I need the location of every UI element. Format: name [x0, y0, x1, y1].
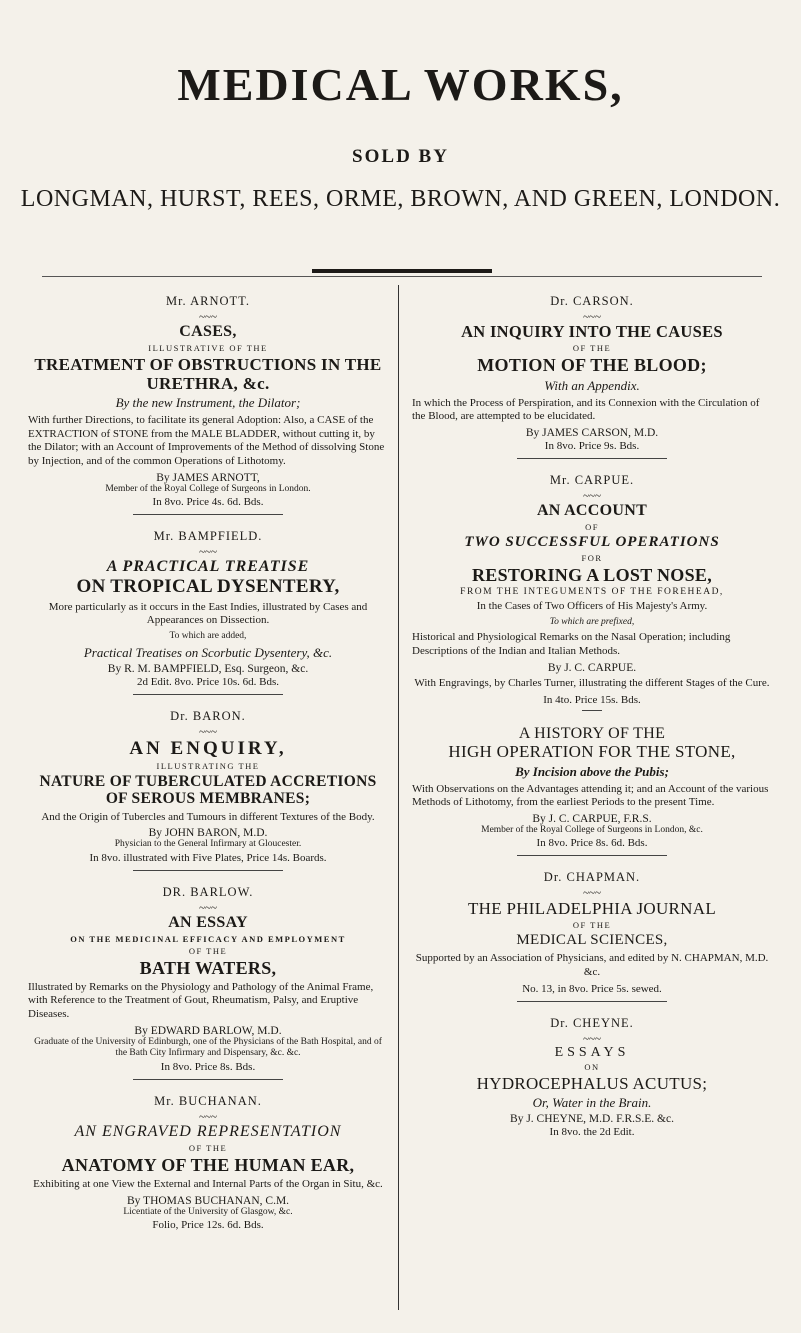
- entry-price: In 8vo. Price 4s. 6d. Bds.: [152, 496, 264, 509]
- entry-credentials: Member of the Royal College of Surgeons in London, &c.: [481, 825, 703, 836]
- entry-description: With Engravings, by Charles Turner, illustrating the different Stages of the Cure.: [414, 676, 770, 689]
- entry-title-line: THE PHILADELPHIA JOURNAL: [467, 899, 717, 919]
- entry-note: To which are added,: [169, 631, 247, 642]
- section-rule: [133, 514, 283, 515]
- entry-byline: By JAMES ARNOTT,: [156, 471, 260, 484]
- section-rule: [133, 1079, 283, 1080]
- entry-title-line: AN INQUIRY INTO THE CAUSES: [461, 322, 723, 341]
- entry-title-line: AN ACCOUNT: [536, 502, 648, 520]
- entry-title-line: FROM THE INTEGUMENTS OF THE FOREHEAD,: [460, 587, 724, 598]
- entry-description: Supported by an Association of Physicians, and edited by N. CHAPMAN, M.D. &c.: [415, 952, 769, 978]
- entry-subtitle: By the new Instrument, the Dilator;: [115, 394, 301, 410]
- entry-credentials: Member of the Royal College of Surgeons in London.: [105, 483, 311, 494]
- entry-title-line: BATH WATERS,: [139, 957, 277, 978]
- entry-author: Dr. CHEYNE.: [550, 1015, 634, 1030]
- sold-by-label: SOLD BY: [352, 146, 449, 167]
- entry-title-line: ON: [584, 1062, 600, 1073]
- entry-baron: [28, 709, 388, 871]
- ornament-icon: ~~~: [199, 311, 217, 323]
- right-column: [412, 294, 772, 1152]
- entry-byline: By JAMES CARSON, M.D.: [525, 427, 659, 440]
- entry-title-line: OF THE: [572, 920, 612, 931]
- entry-author: Dr. BARON.: [170, 708, 246, 723]
- entry-barlow: [28, 885, 388, 1080]
- entry-title-line: AN ENQUIRY,: [129, 737, 287, 759]
- entry-price: In 8vo. Price 9s. Bds.: [544, 440, 640, 453]
- entry-price: 2d Edit. 8vo. Price 10s. 6d. Bds.: [136, 675, 280, 688]
- entry-title-line: FOR: [581, 553, 603, 564]
- entry-title-line: RESTORING A LOST NOSE,: [471, 565, 713, 586]
- entry-description: Historical and Physiological Remarks on the Nasal Operation; including Descriptions of the Indian and Italian Methods.: [412, 631, 731, 658]
- entry-byline: By THOMAS BUCHANAN, C.M.: [126, 1194, 290, 1207]
- thick-rule: [312, 269, 492, 273]
- entry-author: Mr. BUCHANAN.: [154, 1093, 262, 1108]
- section-rule: [517, 1001, 667, 1002]
- entry-byline: By J. C. CARPUE.: [547, 661, 637, 674]
- entry-description: In the Cases of Two Officers of His Majesty's Army.: [476, 600, 708, 613]
- entry-byline: By JOHN BARON, M.D.: [148, 827, 268, 840]
- entry-author: Dr. CHAPMAN.: [543, 870, 641, 885]
- entry-title-line: A HISTORY OF THE: [518, 724, 666, 742]
- entry-author: Mr. CARPUE.: [549, 473, 635, 488]
- entry-title-line: AN ENGRAVED REPRESENTATION: [74, 1122, 342, 1140]
- entry-carson: [412, 294, 772, 459]
- entry-description: More particularly as it occurs in the East Indies, illustrated by Cases and Appearances on Dissection.: [48, 600, 368, 627]
- entry-description: In which the Process of Perspiration, and its Connexion with the Circulation of the Blood, are attempted to be elucidated.: [412, 396, 760, 423]
- entry-author: Mr. ARNOTT.: [165, 294, 251, 308]
- entry-carpue-stone: [412, 725, 772, 857]
- entry-chapman: [412, 870, 772, 1001]
- entry-subtitle: Or, Water in the Brain.: [532, 1095, 652, 1111]
- section-rule: [517, 458, 667, 459]
- entry-byline: By R. M. BAMPFIELD, Esq. Surgeon, &c.: [107, 662, 309, 675]
- entry-title-line: CASES,: [179, 323, 237, 340]
- column-divider: [398, 285, 399, 1310]
- entry-description: With further Directions, to facilitate its general Adoption: Also, a CASE of the EXTRACTION of STONE from the MALE BLADDER, without cutting it, by the Dilator; with an Account of Improvements of the Method of dissolving Stone by Injection, and of the common Operations of Lithotomy.: [28, 413, 385, 468]
- entry-price: In 8vo. Price 8s. 6d. Bds.: [536, 837, 648, 850]
- section-dash: [582, 710, 602, 711]
- ornament-icon: ~~~: [583, 311, 601, 323]
- entry-title-line: ILLUSTRATING THE: [156, 760, 260, 771]
- entry-title-line: AN ESSAY: [168, 913, 248, 931]
- section-rule: [133, 694, 283, 695]
- entry-credentials: Physician to the General Infirmary at Gloucester.: [114, 839, 302, 850]
- entry-author: DR. BARLOW.: [162, 884, 254, 899]
- entry-title-line: OF THE: [188, 1142, 228, 1153]
- ornament-icon: ~~~: [199, 901, 217, 914]
- entry-byline: By J. CHEYNE, M.D. F.R.S.E. &c.: [510, 1113, 674, 1126]
- entry-byline: By J. C. CARPUE, F.R.S.: [532, 813, 652, 826]
- ornament-icon: ~~~: [199, 546, 217, 559]
- entry-title-line: TREATMENT OF OBSTRUCTIONS IN THE URETHRA, &c.: [34, 354, 382, 393]
- entry-title-line: HYDROCEPHALUS ACUTUS;: [476, 1074, 708, 1094]
- entry-price: No. 13, in 8vo. Price 5s. sewed.: [522, 982, 662, 995]
- ornament-icon: ~~~: [199, 725, 217, 738]
- entry-author: Mr. BAMPFIELD.: [153, 529, 263, 544]
- entry-title-line: NATURE OF TUBERCULATED ACCRETIONS OF SEROUS MEMBRANES;: [39, 772, 377, 808]
- ornament-icon: ~~~: [583, 490, 601, 503]
- page-title: MEDICAL WORKS,: [177, 59, 624, 110]
- ornament-icon: ~~~: [199, 1110, 217, 1123]
- entry-title-line: ON THE MEDICINAL EFFICACY AND EMPLOYMENT: [70, 933, 346, 944]
- entry-bampfield: [28, 529, 388, 694]
- section-rule: [517, 855, 667, 856]
- entry-description: And the Origin of Tubercles and Tumours in different Textures of the Body.: [41, 810, 375, 823]
- entry-note: To which are prefixed,: [549, 616, 635, 627]
- entry-subtitle: With an Appendix.: [544, 377, 640, 393]
- entry-title-line: MEDICAL SCIENCES,: [516, 932, 668, 949]
- entry-buchanan: [28, 1094, 388, 1231]
- entry-cheyne: [412, 1016, 772, 1139]
- entry-byline: By EDWARD BARLOW, M.D.: [134, 1024, 282, 1037]
- entry-subtitle: By Incision above the Pubis;: [515, 763, 669, 779]
- entry-description: Illustrated by Remarks on the Physiology and Pathology of the Animal Frame, with Reference to the Treatment of Gout, Rheumatism, Palsy, and Eruptive Diseases.: [28, 980, 374, 1021]
- entry-price: In 8vo. illustrated with Five Plates, Price 14s. Boards.: [89, 851, 327, 864]
- entry-author: Dr. CARSON.: [550, 294, 634, 308]
- entry-title-line: ANATOMY OF THE HUMAN EAR,: [61, 1154, 355, 1175]
- entry-carpue-nose: [412, 473, 772, 710]
- entry-title-line: ESSAYS: [554, 1044, 630, 1060]
- ornament-icon: ~~~: [583, 887, 601, 900]
- entry-title-line: OF THE: [572, 343, 612, 354]
- publisher-line: LONGMAN, HURST, REES, ORME, BROWN, AND GREEN, LONDON.: [20, 186, 781, 212]
- entry-title-line: OF THE: [188, 945, 228, 956]
- entry-title-line: A PRACTICAL TREATISE: [106, 558, 310, 576]
- entry-description: Exhibiting at one View the External and Internal Parts of the Organ in Situ, &c.: [33, 1177, 383, 1190]
- entry-title-line: HIGH OPERATION FOR THE STONE,: [448, 742, 736, 762]
- entry-credentials: Licentiate of the University of Glasgow, &c.: [123, 1206, 293, 1217]
- entry-price: Folio, Price 12s. 6d. Bds.: [152, 1219, 264, 1232]
- entry-title-line: OF: [585, 522, 599, 533]
- section-rule: [133, 870, 283, 871]
- entry-price: In 4to. Price 15s. Bds.: [543, 693, 641, 706]
- entry-price: In 8vo. the 2d Edit.: [549, 1126, 635, 1139]
- entry-credentials: Graduate of the University of Edinburgh, one of the Physicians of the Bath Hospital, and of the Bath City Infirmary and Dispensary, &c. &c.: [34, 1036, 382, 1059]
- entry-price: In 8vo. Price 8s. Bds.: [160, 1060, 256, 1073]
- entry-title-line: TWO SUCCESSFUL OPERATIONS: [464, 534, 720, 551]
- entry-title-line: ON TROPICAL DYSENTERY,: [76, 576, 340, 598]
- entry-arnott: [28, 294, 388, 515]
- entry-subtitle: Practical Treatises on Scorbutic Dysentery, &c.: [83, 644, 333, 660]
- left-column: [28, 294, 388, 1245]
- thin-rule: [42, 276, 762, 277]
- ornament-icon: ~~~: [583, 1032, 601, 1045]
- entry-description: With Observations on the Advantages attending it; and an Account of the various Methods of Lithotomy, from the earliest Periods to the present Time.: [412, 782, 769, 809]
- entry-title-line: ILLUSTRATIVE OF THE: [148, 342, 268, 353]
- entry-title-line: MOTION OF THE BLOOD;: [477, 355, 707, 376]
